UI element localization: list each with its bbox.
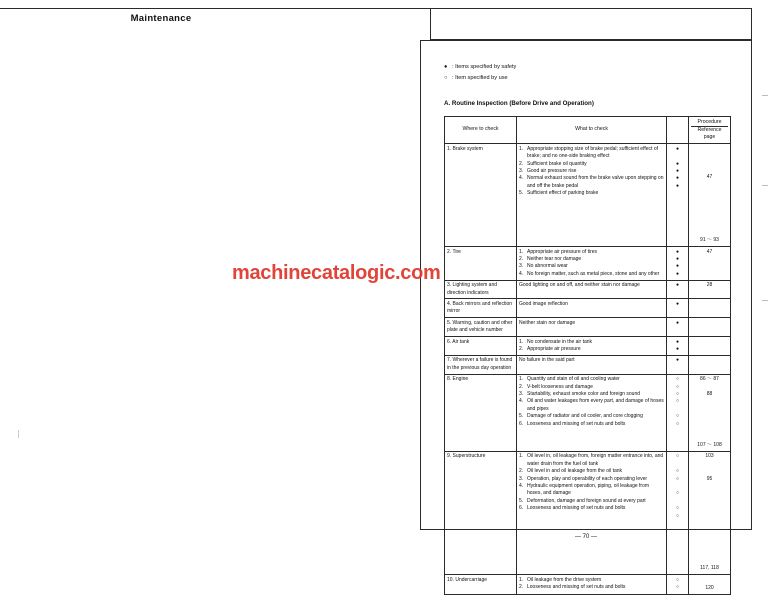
check-item-text: Startability, exhaust smoke color and foreign sound bbox=[527, 391, 641, 398]
check-item bbox=[519, 398, 664, 413]
procedure-reference: 120 bbox=[705, 584, 714, 591]
cell-procedure-reference-page bbox=[689, 247, 731, 281]
open-circle-icon: ○ bbox=[675, 420, 680, 427]
check-item-number: 5. bbox=[519, 497, 524, 504]
check-item-text: No condensate in the air tank bbox=[527, 338, 593, 345]
check-item-text: Hydraulic equipment operation, piping, oil leakage from hoses, and damage bbox=[527, 483, 650, 497]
legend-item-label: : Items specified by safety bbox=[452, 64, 517, 70]
check-item-text: V-belt looseness and damage bbox=[527, 383, 593, 390]
check-item-text: Normal exhaust sound from the brake valve upon stepping on and off the brake pedal bbox=[527, 175, 664, 189]
procedure-reference: 103 bbox=[705, 453, 714, 460]
filled-circle-icon: ● bbox=[675, 338, 680, 345]
mark-list bbox=[669, 146, 686, 190]
check-item bbox=[519, 453, 664, 468]
check-item-number: 1. bbox=[519, 338, 524, 345]
cell-procedure-reference-page bbox=[689, 318, 731, 337]
check-item-number: 1. bbox=[519, 453, 524, 460]
filled-circle-icon: ● bbox=[675, 346, 680, 352]
open-circle-icon: ○ bbox=[444, 75, 448, 81]
check-item bbox=[519, 249, 664, 256]
cell-procedure-reference-page bbox=[689, 337, 731, 356]
cell-what-to-check bbox=[517, 374, 667, 451]
check-item-text: No foreign matter, such as metal piece, stone and any other bbox=[527, 270, 660, 277]
check-item bbox=[519, 263, 664, 270]
registration-mark bbox=[762, 95, 768, 96]
filled-circle-icon: ● bbox=[675, 167, 680, 174]
mark-list bbox=[669, 339, 686, 354]
check-item-list bbox=[519, 577, 664, 592]
check-item: Good image reflection bbox=[519, 300, 568, 307]
filled-circle-icon: ● bbox=[675, 255, 680, 262]
check-item-list bbox=[519, 376, 664, 428]
filled-circle-icon: ● bbox=[675, 182, 680, 189]
check-item-text: Looseness and missing of set nuts and bolts bbox=[527, 584, 626, 591]
table-row bbox=[445, 247, 731, 281]
check-item-number: 6. bbox=[519, 505, 524, 512]
legend-item bbox=[444, 73, 516, 84]
legend-item-label: : Item specified by use bbox=[452, 75, 508, 81]
check-item bbox=[519, 161, 664, 168]
cell-what-to-check bbox=[517, 575, 667, 594]
check-item bbox=[519, 339, 664, 346]
open-circle-icon: ○ bbox=[675, 512, 680, 519]
cell-specification-mark bbox=[667, 144, 689, 247]
check-item: No failure in the said part bbox=[519, 357, 575, 364]
check-item-text: Operation, play and operability of each operating lever bbox=[527, 475, 648, 482]
check-item-number: 6. bbox=[519, 420, 524, 427]
check-item bbox=[519, 584, 664, 591]
cell-specification-mark bbox=[667, 374, 689, 451]
check-item-number: 3. bbox=[519, 475, 524, 482]
open-circle-icon: ○ bbox=[675, 453, 680, 460]
check-item-number: 5. bbox=[519, 190, 524, 197]
cell-where-to-check: 10. Undercarriage bbox=[445, 575, 517, 594]
check-item-number: 4. bbox=[519, 398, 524, 405]
check-item bbox=[519, 468, 664, 475]
check-item-number: 3. bbox=[519, 167, 524, 174]
mark-list bbox=[669, 357, 686, 364]
top-rule bbox=[0, 8, 430, 9]
column-header-mark bbox=[667, 117, 689, 144]
table-row bbox=[445, 144, 731, 247]
column-header-what: What to check bbox=[517, 117, 667, 144]
check-item-number: 3. bbox=[519, 263, 524, 270]
procedure-reference: 47 bbox=[706, 173, 713, 180]
cell-where-to-check: 8. Engine bbox=[445, 374, 517, 451]
check-item-number: 5. bbox=[519, 413, 524, 420]
check-item bbox=[519, 421, 664, 428]
cell-specification-mark bbox=[667, 451, 689, 574]
column-header-procedure-line2: Reference page bbox=[691, 126, 728, 142]
open-circle-icon: ○ bbox=[675, 376, 680, 383]
procedure-reference: 107 ～ 108 bbox=[697, 442, 722, 449]
check-item-number: 2. bbox=[519, 383, 524, 390]
filled-circle-icon: ● bbox=[675, 270, 680, 277]
check-item-text: Appropriate air pressure of tires bbox=[527, 248, 598, 255]
check-item-number: 2. bbox=[519, 346, 524, 352]
open-circle-icon: ○ bbox=[675, 391, 680, 398]
check-item: Good lighting on and off, and neither stain nor damage bbox=[519, 282, 640, 289]
check-item-number: 1. bbox=[519, 248, 524, 255]
check-item-text: Neither tear nor damage bbox=[527, 255, 582, 262]
table-body bbox=[445, 144, 731, 594]
check-item-text: Oil leakage from the drive system bbox=[527, 576, 602, 583]
cell-procedure-reference-page bbox=[689, 374, 731, 451]
check-item bbox=[519, 168, 664, 175]
check-item-text: Oil level in, oil leakage from, foreign matter entrance into, and water drain from the fuel oil tank bbox=[527, 453, 664, 467]
open-circle-icon: ○ bbox=[675, 584, 680, 591]
cell-specification-mark bbox=[667, 337, 689, 356]
cell-where-to-check: 5. Warning, caution and other plate and vehicle number bbox=[445, 318, 517, 337]
check-item-number: 4. bbox=[519, 483, 524, 490]
check-item-list bbox=[519, 339, 664, 354]
mark-spacer bbox=[669, 153, 686, 160]
cell-where-to-check: 1. Brake system bbox=[445, 144, 517, 247]
check-item-list bbox=[519, 453, 664, 512]
mark-list bbox=[669, 282, 686, 289]
cell-what-to-check bbox=[517, 337, 667, 356]
cell-specification-mark bbox=[667, 299, 689, 318]
check-item bbox=[519, 376, 664, 383]
table-row bbox=[445, 451, 731, 574]
table-header-row bbox=[445, 117, 731, 144]
filled-circle-icon: ● bbox=[444, 64, 448, 70]
mark-list bbox=[669, 320, 686, 327]
registration-mark bbox=[762, 185, 768, 186]
cell-procedure-reference-page bbox=[689, 355, 731, 374]
mark-list bbox=[669, 453, 686, 520]
cell-specification-mark bbox=[667, 355, 689, 374]
legend bbox=[444, 62, 516, 84]
check-item-text: Oil and water leakages from every part, and damage of hoses and pipes bbox=[527, 398, 664, 412]
check-item-number: 2. bbox=[519, 468, 524, 475]
check-item bbox=[519, 505, 664, 512]
cell-where-to-check: 4. Back mirrors and reflection mirror bbox=[445, 299, 517, 318]
check-item-text: Oil level in and oil leakage from the oil tank bbox=[527, 468, 623, 475]
mark-list bbox=[669, 249, 686, 279]
cell-what-to-check bbox=[517, 318, 667, 337]
cell-what-to-check bbox=[517, 451, 667, 574]
filled-circle-icon: ● bbox=[675, 319, 680, 326]
open-circle-icon: ○ bbox=[675, 383, 680, 390]
legend-item bbox=[444, 62, 516, 73]
cell-specification-mark bbox=[667, 318, 689, 337]
page-number: — 70 — bbox=[574, 534, 597, 540]
cell-where-to-check: 2. Tire bbox=[445, 247, 517, 281]
check-item bbox=[519, 271, 664, 278]
check-item bbox=[519, 498, 664, 505]
check-item bbox=[519, 391, 664, 398]
cell-specification-mark bbox=[667, 247, 689, 281]
table-row bbox=[445, 355, 731, 374]
check-item: Neither stain nor damage bbox=[519, 319, 576, 326]
check-item-text: Deformation, damage and foreign sound at every part bbox=[527, 497, 646, 504]
cell-procedure-reference-page bbox=[689, 280, 731, 299]
filled-circle-icon: ● bbox=[675, 263, 680, 270]
filled-circle-icon: ● bbox=[675, 175, 680, 182]
procedure-reference: 86 ～ 87 bbox=[700, 376, 719, 383]
check-item-text: Sufficient brake oil quantity bbox=[527, 160, 587, 167]
table-row bbox=[445, 318, 731, 337]
mark-spacer bbox=[669, 461, 686, 468]
cell-procedure-reference-page bbox=[689, 299, 731, 318]
cell-where-to-check: 9. Superstructure bbox=[445, 451, 517, 574]
filled-circle-icon: ● bbox=[675, 248, 680, 255]
check-item-number: 1. bbox=[519, 145, 524, 152]
check-item-text: Looseness and missing of set nuts and bolts bbox=[527, 420, 626, 427]
cell-where-to-check: 7. Wherever a failure is found in the previous day operation bbox=[445, 355, 517, 374]
check-item-number: 2. bbox=[519, 160, 524, 167]
cell-what-to-check bbox=[517, 299, 667, 318]
cell-what-to-check bbox=[517, 355, 667, 374]
check-item-text: Sufficient effect of parking brake bbox=[527, 190, 599, 197]
check-item-text: Appropriate stopping size of brake pedal; sufficient effect of brake; and no one-side braking effect bbox=[527, 145, 659, 160]
open-circle-icon: ○ bbox=[675, 576, 680, 583]
cell-what-to-check bbox=[517, 144, 667, 247]
procedure-reference: 91 ～ 93 bbox=[700, 237, 719, 244]
procedure-reference: 95 bbox=[706, 475, 713, 482]
check-item bbox=[519, 577, 664, 584]
check-item-number: 2. bbox=[519, 255, 524, 262]
open-circle-icon: ○ bbox=[675, 413, 680, 420]
registration-mark bbox=[762, 300, 768, 301]
check-item bbox=[519, 175, 664, 190]
cell-where-to-check: 3. Lighting system and direction indicators bbox=[445, 280, 517, 299]
procedure-reference: 28 bbox=[706, 282, 713, 289]
check-item bbox=[519, 476, 664, 483]
section-heading: A. Routine Inspection (Before Drive and Operation) bbox=[444, 100, 594, 107]
check-item bbox=[519, 146, 664, 161]
mark-list bbox=[669, 577, 686, 592]
header-box bbox=[430, 8, 752, 40]
mark-list bbox=[669, 301, 686, 308]
cell-procedure-reference-page bbox=[689, 144, 731, 247]
mark-spacer bbox=[669, 406, 686, 413]
cell-specification-mark bbox=[667, 575, 689, 594]
table-row bbox=[445, 299, 731, 318]
registration-mark bbox=[18, 430, 19, 438]
check-item-text: Good air pressure rise bbox=[527, 167, 577, 174]
check-item-text: Quantity and stain of oil and cooling water bbox=[527, 376, 620, 383]
check-item-number: 4. bbox=[519, 270, 524, 277]
table-row bbox=[445, 374, 731, 451]
check-item-number: 2. bbox=[519, 584, 524, 591]
check-item-number: 1. bbox=[519, 376, 524, 383]
filled-circle-icon: ● bbox=[675, 357, 680, 364]
table-row bbox=[445, 575, 731, 594]
watermark: machinecatalogic.com bbox=[232, 262, 441, 284]
check-item-text: Looseness and missing of set nuts and bolts bbox=[527, 505, 626, 512]
mark-list bbox=[669, 376, 686, 428]
cell-procedure-reference-page bbox=[689, 575, 731, 594]
page-title: Maintenance bbox=[130, 13, 192, 24]
column-header-procedure-line1: Procedure bbox=[697, 118, 722, 125]
check-item-text: No abnormal wear bbox=[527, 263, 568, 270]
check-item bbox=[519, 413, 664, 420]
procedure-reference: 117, 118 bbox=[700, 565, 719, 572]
open-circle-icon: ○ bbox=[675, 490, 680, 497]
procedure-reference: 47 bbox=[706, 248, 713, 255]
mark-spacer bbox=[669, 498, 686, 505]
check-item-text: Damage of radiator and oil cooler, and core clogging bbox=[527, 413, 643, 420]
routine-inspection-table bbox=[444, 116, 731, 595]
table-row bbox=[445, 280, 731, 299]
check-item bbox=[519, 190, 664, 197]
cell-specification-mark bbox=[667, 280, 689, 299]
table-row bbox=[445, 337, 731, 356]
open-circle-icon: ○ bbox=[675, 398, 680, 405]
check-item bbox=[519, 483, 664, 498]
open-circle-icon: ○ bbox=[675, 475, 680, 482]
check-item bbox=[519, 346, 664, 353]
cell-what-to-check bbox=[517, 247, 667, 281]
column-header-procedure bbox=[689, 117, 731, 144]
filled-circle-icon: ● bbox=[675, 300, 680, 307]
open-circle-icon: ○ bbox=[675, 468, 680, 475]
cell-procedure-reference-page bbox=[689, 451, 731, 574]
cell-what-to-check bbox=[517, 280, 667, 299]
check-item-number: 3. bbox=[519, 391, 524, 398]
mark-spacer bbox=[669, 483, 686, 490]
check-item bbox=[519, 256, 664, 263]
cell-where-to-check: 6. Air tank bbox=[445, 337, 517, 356]
check-item-list bbox=[519, 249, 664, 279]
filled-circle-icon: ● bbox=[675, 282, 680, 289]
check-item-number: 4. bbox=[519, 175, 524, 182]
procedure-reference: 88 bbox=[706, 390, 713, 397]
check-item-list bbox=[519, 146, 664, 198]
column-header-where: Where to check bbox=[445, 117, 517, 144]
check-item bbox=[519, 384, 664, 391]
open-circle-icon: ○ bbox=[675, 505, 680, 512]
filled-circle-icon: ● bbox=[675, 160, 680, 167]
check-item-text: Appropriate air pressure bbox=[527, 346, 581, 352]
filled-circle-icon: ● bbox=[675, 145, 680, 152]
check-item-number: 1. bbox=[519, 576, 524, 583]
